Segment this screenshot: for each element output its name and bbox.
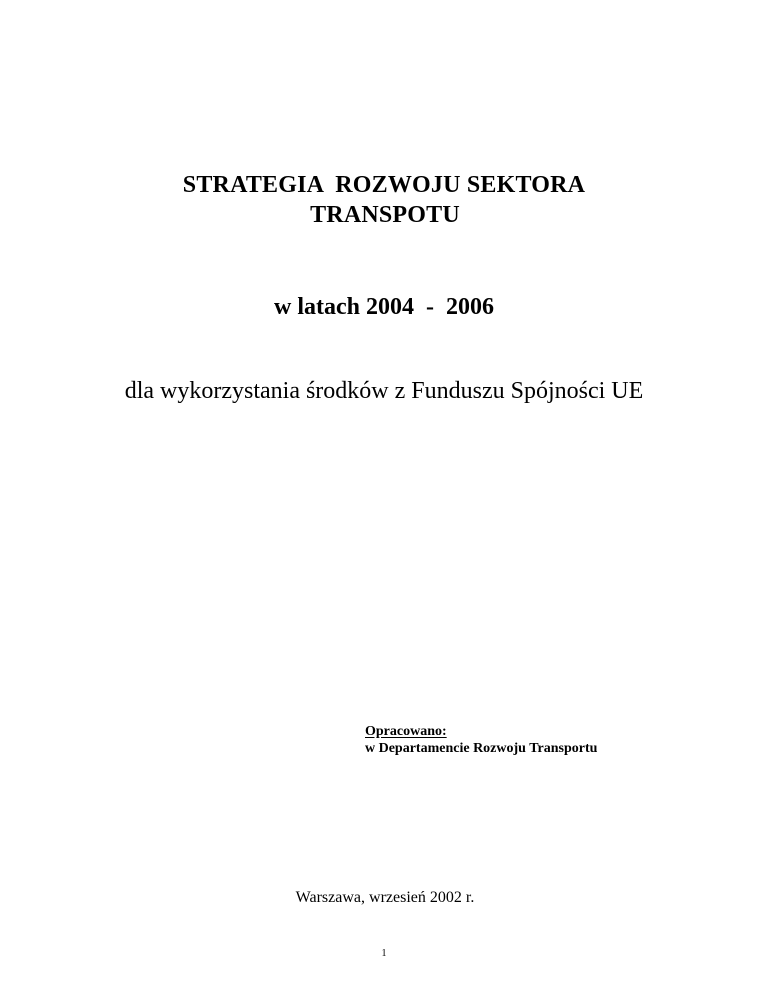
document-title xyxy=(0,170,768,230)
prepared-department: w Departamencie Rozwoju Transportu xyxy=(365,741,598,756)
title-line-1: STRATEGIA ROZWOJU SEKTORA xyxy=(182,172,586,198)
place-and-date: Warszawa, wrzesień 2002 r. xyxy=(295,889,475,906)
title-line-2: TRANSPOTU xyxy=(310,202,460,228)
prepared-label: Opracowano: xyxy=(365,724,447,739)
prepared-by-block xyxy=(365,723,597,757)
document-subtitle: dla wykorzystania środków z Funduszu Spójności UE xyxy=(124,378,644,404)
page-number: 1 xyxy=(381,948,387,959)
years-heading: w latach 2004 - 2006 xyxy=(274,294,494,320)
